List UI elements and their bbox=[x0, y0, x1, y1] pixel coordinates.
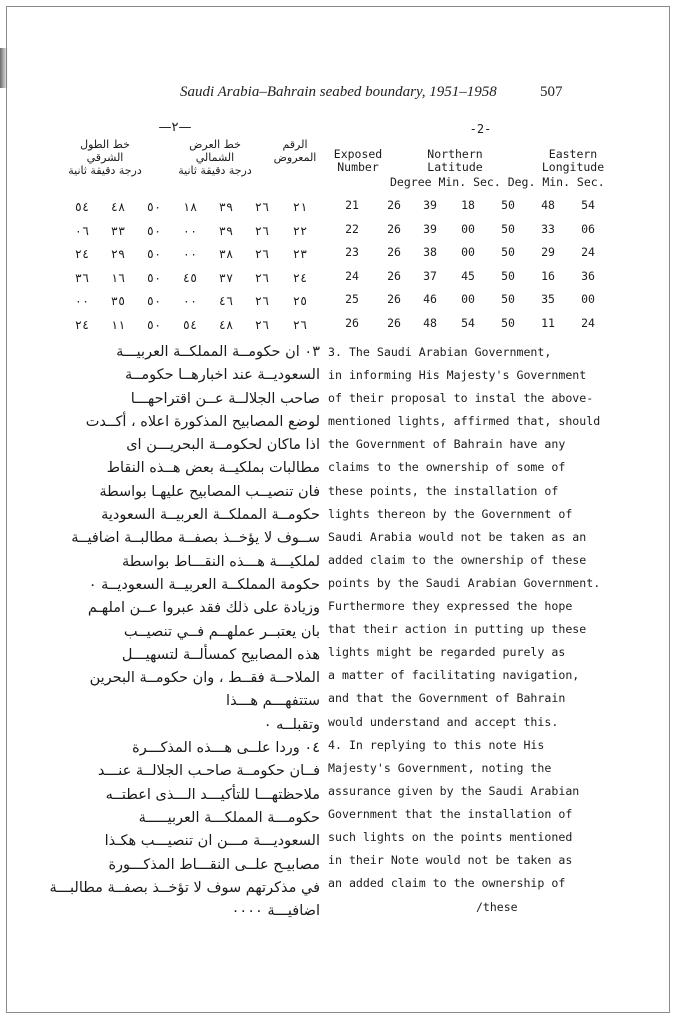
table-row bbox=[328, 241, 633, 265]
text-line: mentioned lights, affirmed that, should bbox=[328, 414, 601, 429]
table-cell: ٣٥ bbox=[110, 294, 126, 308]
text-line: فــان حكومــة صاحـب الجلالــة عنـــد bbox=[97, 763, 320, 780]
text-line: added claim to the ownership of these bbox=[328, 552, 587, 567]
arabic-column bbox=[30, 118, 320, 920]
table-cell: 18 bbox=[461, 198, 475, 212]
table-row bbox=[30, 220, 320, 244]
table-cell: ٢٦ bbox=[254, 200, 270, 214]
arabic-header-latitude: خط العرض الشمالي درجة دقيقة ثانية bbox=[178, 138, 252, 177]
table-cell: 25 bbox=[345, 292, 359, 306]
text-line: that their action in putting up these bbox=[328, 622, 587, 637]
arabic-body-text bbox=[30, 341, 320, 923]
table-cell: 36 bbox=[581, 268, 595, 283]
text-line: ٠٤ وردا علــى هـــذه المذكـــرة bbox=[132, 740, 320, 757]
table-cell: 00 bbox=[581, 292, 595, 306]
text-line: الملاحــة فقــط ، وان حكومــة البحرين bbox=[89, 670, 320, 687]
table-cell: ٣٩ bbox=[218, 223, 234, 238]
table-cell: ٢٦ bbox=[254, 270, 270, 285]
table-cell: ٢٣ bbox=[292, 247, 308, 261]
table-cell: ٣٩ bbox=[218, 200, 234, 214]
table-cell: 24 bbox=[345, 268, 359, 283]
table-row bbox=[30, 243, 320, 267]
table-cell: ٠٠ bbox=[182, 223, 198, 238]
table-cell: ٢٦ bbox=[292, 317, 308, 332]
table-cell: ٣٧ bbox=[218, 270, 234, 285]
table-cell: ٤٥ bbox=[182, 270, 198, 285]
table-cell: ٠٠ bbox=[182, 294, 198, 308]
table-cell: ٢٦ bbox=[254, 294, 270, 308]
table-row bbox=[30, 290, 320, 314]
table-cell: ٠٠ bbox=[182, 247, 198, 261]
table-cell: ٣٨ bbox=[218, 247, 234, 261]
table-cell: ٣٣ bbox=[110, 223, 126, 238]
table-cell: ٤٦ bbox=[218, 294, 234, 308]
table-cell: 21 bbox=[345, 198, 359, 212]
table-row bbox=[328, 288, 633, 312]
text-line: مطالبات بملكيــة بعض هــذه النقاط bbox=[106, 460, 320, 477]
table-cell: ٢١ bbox=[292, 200, 308, 214]
table-cell: ١٨ bbox=[182, 200, 198, 214]
text-line: اذا ماكان لحكومــة البحريـــن اى bbox=[126, 437, 320, 454]
arabic-page-marker: —٢— bbox=[158, 120, 192, 135]
header-sub-units: Degree Min. Sec. Deg. Min. Sec. bbox=[390, 175, 605, 189]
table-cell: 22 bbox=[345, 221, 359, 236]
table-row bbox=[30, 267, 320, 291]
text-line: لوضع المصابيح المذكورة اعلاه ، أكــدت bbox=[85, 413, 320, 430]
table-cell: ٥٠ bbox=[146, 223, 162, 238]
table-cell: ٢٤ bbox=[74, 317, 90, 332]
text-line: in their Note would not be taken as bbox=[328, 853, 573, 868]
page-number: 507 bbox=[540, 84, 563, 100]
text-line: في مذكرتهم سوف لا تؤخــذ بصفــة مطالبـــة bbox=[49, 879, 320, 896]
text-line: in informing His Majesty's Government bbox=[328, 368, 587, 383]
table-cell: 24 bbox=[581, 315, 595, 330]
text-line: السعوديـــة مـــن ان تنصيـــب هكـذا bbox=[104, 833, 320, 850]
text-line: assurance given by the Saudi Arabian bbox=[328, 783, 580, 798]
header-exposed-number: Exposed Number bbox=[333, 147, 383, 174]
table-cell: 39 bbox=[423, 198, 437, 212]
text-line: ســوف لا يؤخــذ بصفــة مطالبــة اضافيــة bbox=[71, 530, 320, 547]
text-line: هذه المصابيح كمسألــة لتسهيـــل bbox=[121, 646, 320, 663]
text-line: Majesty's Government, noting the bbox=[328, 760, 552, 775]
text-line: حكومة المملكــة العربيــة السعوديــة ٠ bbox=[88, 576, 320, 593]
table-cell: ٥٤ bbox=[74, 200, 90, 214]
table-cell: ٥٠ bbox=[146, 247, 162, 261]
table-cell: 11 bbox=[541, 315, 555, 330]
table-cell: ٥٠ bbox=[146, 317, 162, 332]
table-cell: ٠٠ bbox=[74, 294, 90, 308]
table-cell: 35 bbox=[541, 292, 555, 306]
table-cell: ٤٨ bbox=[218, 317, 234, 332]
arabic-header-number: الرقم المعروض bbox=[273, 138, 317, 164]
table-cell: 26 bbox=[387, 315, 401, 330]
text-line: lights thereon by the Government of bbox=[328, 506, 573, 521]
table-cell: 48 bbox=[423, 315, 437, 330]
table-cell: ٠٦ bbox=[74, 223, 90, 238]
text-line: صاحب الجلالــة عــن اقتراحهـــا bbox=[130, 390, 320, 407]
table-cell: 00 bbox=[461, 221, 475, 236]
text-line: the Government of Bahrain have any bbox=[328, 437, 566, 452]
table-cell: 50 bbox=[501, 198, 515, 212]
table-cell: 29 bbox=[541, 245, 555, 259]
table-cell: 23 bbox=[345, 245, 359, 259]
header-title: Saudi Arabia–Bahrain seabed boundary, 1951–1958 bbox=[180, 84, 497, 100]
text-line: points by the Saudi Arabian Government. bbox=[328, 575, 601, 590]
english-page-marker: -2- bbox=[469, 122, 492, 136]
table-cell: 26 bbox=[387, 198, 401, 212]
text-line: 4. In replying to this note His bbox=[328, 737, 545, 752]
table-row bbox=[30, 314, 320, 338]
table-cell: ٣٦ bbox=[74, 270, 90, 285]
table-cell: ٥٠ bbox=[146, 294, 162, 308]
table-cell: ٥٠ bbox=[146, 270, 162, 285]
english-table-header bbox=[328, 140, 633, 200]
table-cell: ١١ bbox=[110, 317, 126, 332]
text-line: وتقبلــه ٠ bbox=[263, 716, 320, 733]
header-eastern-longitude: Eastern Longitude bbox=[541, 147, 605, 174]
arabic-header-longitude: خط الطول الشرقي درجة دقيقة ثانية bbox=[68, 138, 142, 177]
text-line: these points, the installation of bbox=[328, 483, 559, 498]
text-line: ملاحظتهـــا للتأكيـــد الـــذى اعطتــه bbox=[105, 786, 320, 803]
text-line: such lights on the points mentioned bbox=[328, 829, 573, 844]
text-line: وزيادة على ذلك فقد عبروا عــن املهـم bbox=[87, 600, 320, 617]
table-row bbox=[30, 196, 320, 220]
table-cell: ١٦ bbox=[110, 270, 126, 285]
header-northern-latitude: Northern Latitude bbox=[427, 147, 483, 174]
arabic-coordinates-table bbox=[30, 196, 320, 337]
table-cell: ٢٢ bbox=[292, 223, 308, 238]
table-cell: 48 bbox=[541, 198, 555, 212]
table-cell: ٢٦ bbox=[254, 247, 270, 261]
arabic-table-header bbox=[30, 138, 320, 196]
table-cell: ٥٠ bbox=[146, 200, 162, 214]
table-row bbox=[328, 265, 633, 289]
table-cell: 50 bbox=[501, 315, 515, 330]
scan-edge-shadow bbox=[0, 48, 8, 88]
table-cell: 26 bbox=[387, 292, 401, 306]
text-line: Saudi Arabia would not be taken as an bbox=[328, 529, 587, 544]
running-header bbox=[180, 84, 596, 108]
text-line: السعوديــة عند اخبارهــا حكومــة bbox=[125, 367, 320, 384]
table-cell: 33 bbox=[541, 221, 555, 236]
table-cell: ٤٨ bbox=[110, 200, 126, 214]
text-line: حكومــة المملكــة العربيــة السعودية bbox=[101, 507, 320, 524]
text-line: claims to the ownership of some of bbox=[328, 460, 566, 475]
english-body-text bbox=[328, 341, 633, 895]
table-cell: 46 bbox=[423, 292, 437, 306]
table-row bbox=[328, 312, 633, 336]
table-cell: 16 bbox=[541, 268, 555, 283]
table-cell: ٥٤ bbox=[182, 317, 198, 332]
table-cell: 50 bbox=[501, 292, 515, 306]
text-line: a matter of facilitating navigation, bbox=[328, 668, 580, 683]
table-cell: ٢٤ bbox=[292, 270, 308, 285]
english-column bbox=[328, 118, 633, 918]
text-line: مصابيـح علــى النقـــاط المذكـــورة bbox=[108, 856, 320, 873]
table-cell: 26 bbox=[345, 315, 359, 330]
text-line: 3. The Saudi Arabian Government, bbox=[328, 345, 552, 359]
table-cell: 26 bbox=[387, 245, 401, 259]
table-cell: 26 bbox=[387, 268, 401, 283]
text-line: اضافيـــة ٠٠٠٠ bbox=[231, 903, 320, 920]
table-cell: 38 bbox=[423, 245, 437, 259]
table-cell: 54 bbox=[461, 315, 475, 330]
table-cell: 06 bbox=[581, 221, 595, 236]
table-cell: ٢٤ bbox=[74, 247, 90, 261]
text-line: لملكيـــة هـــذه النقـــاط بواسطة bbox=[121, 553, 320, 570]
text-line: بان يعتبــر عملهــم فــي تنصيــب bbox=[123, 623, 320, 640]
text-line: would understand and accept this. bbox=[328, 714, 559, 729]
table-cell: 54 bbox=[581, 198, 595, 212]
table-cell: 50 bbox=[501, 245, 515, 259]
table-cell: 50 bbox=[501, 268, 515, 283]
text-line: ستتفهـــم هـــذا bbox=[226, 693, 320, 710]
table-cell: ٢٦ bbox=[254, 317, 270, 332]
text-line: ٠٣ ان حكومــة المملكــة العربيـــة bbox=[116, 344, 320, 360]
table-cell: 26 bbox=[387, 221, 401, 236]
table-cell: ٢٥ bbox=[292, 294, 308, 308]
table-cell: ٢٩ bbox=[110, 247, 126, 261]
text-line: Furthermore they expressed the hope bbox=[328, 599, 573, 614]
text-line: and that the Government of Bahrain bbox=[328, 691, 566, 706]
text-line: Government that the installation of bbox=[328, 806, 573, 821]
text-line: lights might be regarded purely as bbox=[328, 645, 566, 660]
catchword: /these bbox=[476, 900, 518, 914]
table-cell: 39 bbox=[423, 221, 437, 236]
text-line: فان تنصيــب المصابيح عليهـا بواسطة bbox=[99, 483, 320, 500]
text-line: of their proposal to instal the above- bbox=[328, 391, 594, 406]
table-cell: 00 bbox=[461, 245, 475, 259]
text-line: حكومـــة المملكـــة العربيـــــة bbox=[138, 809, 320, 826]
text-line: an added claim to the ownership of bbox=[328, 876, 566, 891]
table-cell: 00 bbox=[461, 292, 475, 306]
table-cell: 45 bbox=[461, 268, 475, 283]
english-coordinates-table bbox=[328, 194, 633, 335]
table-cell: 24 bbox=[581, 245, 595, 259]
table-cell: 50 bbox=[501, 221, 515, 236]
table-cell: 37 bbox=[423, 268, 437, 283]
table-row bbox=[328, 218, 633, 242]
table-cell: ٢٦ bbox=[254, 223, 270, 238]
